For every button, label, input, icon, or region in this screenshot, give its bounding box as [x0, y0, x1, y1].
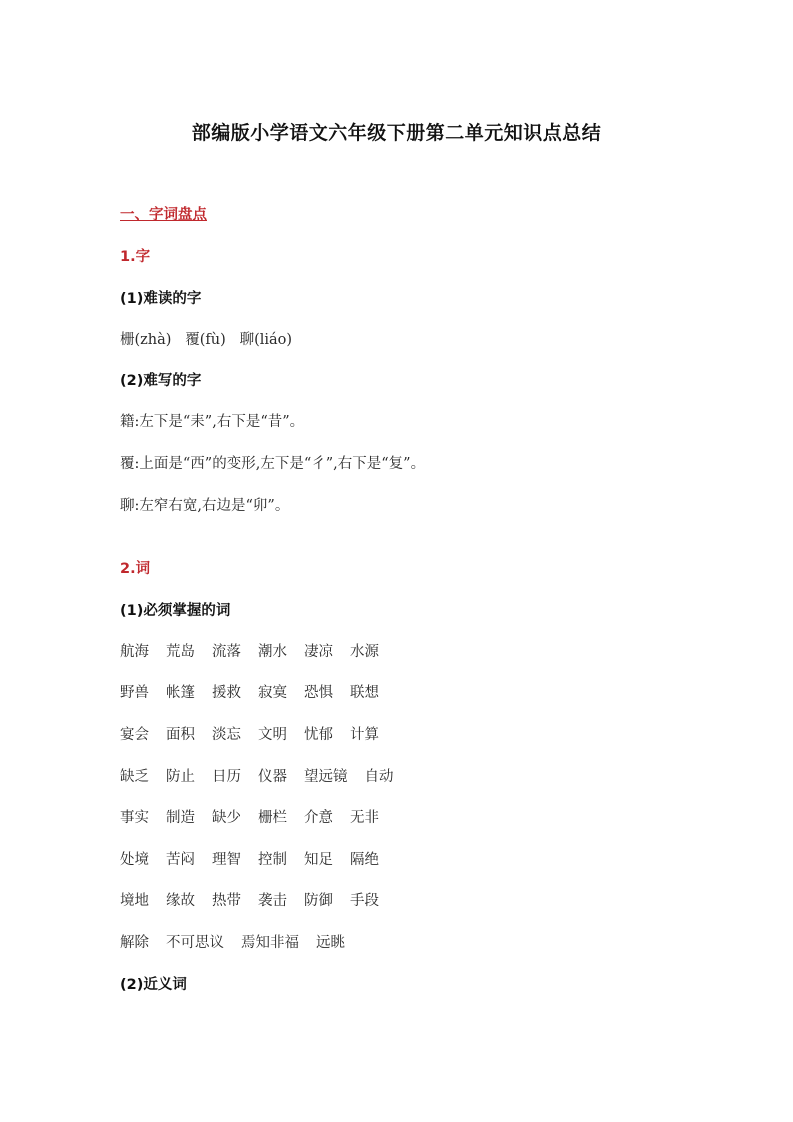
page-title: 部编版小学语文六年级下册第二单元知识点总结: [191, 122, 602, 144]
word: 寂寞: [258, 685, 287, 701]
hard-to-read-chars: 栅(zhà) 覆(fù) 聊(liáo): [120, 332, 293, 348]
word: 热带: [212, 893, 241, 909]
word: 日历: [212, 769, 241, 785]
word: 野兽: [120, 685, 149, 701]
word: 流落: [212, 644, 241, 660]
word: 忧郁: [304, 727, 333, 743]
word: 控制: [258, 852, 287, 868]
word: 仪器: [258, 769, 287, 785]
word: 栅栏: [258, 810, 287, 826]
word: 潮水: [258, 644, 287, 660]
word-row: [120, 889, 379, 910]
word: 水源: [350, 644, 379, 660]
word: 苦闷: [166, 852, 195, 868]
word: 无非: [350, 810, 379, 826]
word: 解除: [120, 935, 149, 951]
word: 航海: [120, 644, 149, 660]
word: 隔绝: [350, 852, 379, 868]
word: 缺乏: [120, 769, 149, 785]
word: 不可思议: [166, 935, 224, 951]
subsection-heading-characters: 1.字: [120, 249, 151, 265]
heading-hard-to-read: (1)难读的字: [120, 291, 202, 307]
word: 缘故: [166, 893, 195, 909]
word: 焉知非福: [241, 935, 299, 951]
subsection-heading-words: 2.词: [120, 561, 151, 577]
word: 境地: [120, 893, 149, 909]
word: 远眺: [316, 935, 345, 951]
word: 知足: [304, 852, 333, 868]
heading-synonyms: (2)近义词: [120, 977, 187, 993]
word: 恐惧: [304, 685, 333, 701]
word: 帐篷: [166, 685, 195, 701]
word: 袭击: [258, 893, 287, 909]
word: 介意: [304, 810, 333, 826]
word: 防御: [304, 893, 333, 909]
heading-must-master: (1)必须掌握的词: [120, 603, 231, 619]
word: 缺少: [212, 810, 241, 826]
word: 面积: [166, 727, 195, 743]
hard-write-line: 覆:上面是“西”的变形,左下是“彳”,右下是“复”。: [120, 456, 426, 472]
word: 防止: [166, 769, 195, 785]
word: 事实: [120, 810, 149, 826]
heading-hard-to-write: (2)难写的字: [120, 373, 202, 389]
word: 援救: [212, 685, 241, 701]
word: 宴会: [120, 727, 149, 743]
word-row: [120, 806, 379, 827]
word: 理智: [212, 852, 241, 868]
word: 制造: [166, 810, 195, 826]
word: 望远镜: [304, 769, 348, 785]
word: 手段: [350, 893, 379, 909]
word: 计算: [350, 727, 379, 743]
word-row: [120, 640, 379, 661]
word: 处境: [120, 852, 149, 868]
word: 荒岛: [166, 644, 195, 660]
word: 自动: [364, 769, 394, 785]
word-row: [120, 723, 379, 744]
word-row: [120, 848, 379, 869]
word-row: [120, 931, 345, 952]
word-row: [120, 681, 379, 702]
word-row: [120, 765, 394, 786]
word: 文明: [258, 727, 287, 743]
word: 淡忘: [212, 727, 241, 743]
word: 凄凉: [304, 644, 333, 660]
section-heading-word-review: 一、字词盘点: [120, 207, 207, 223]
hard-write-line: 籍:左下是“耒”,右下是“昔”。: [120, 414, 305, 430]
hard-write-line: 聊:左窄右宽,右边是“卯”。: [120, 498, 290, 514]
word: 联想: [350, 685, 379, 701]
